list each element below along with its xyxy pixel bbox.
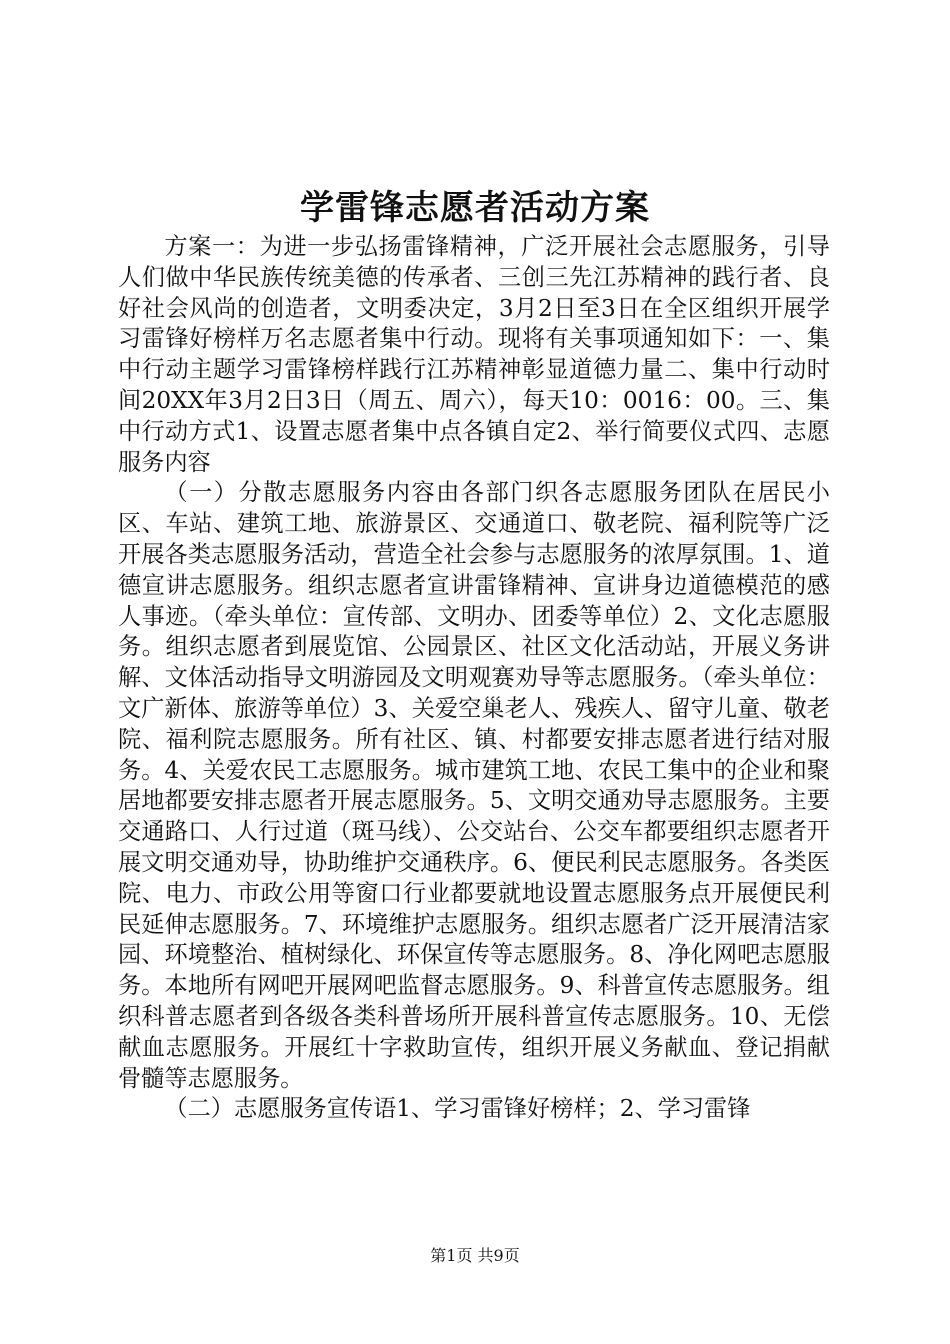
paragraph-1: 方案一：为进一步弘扬雷锋精神，广泛开展社会志愿服务，引导人们做中华民族传统美德的传承者、三创三先江苏精神的践行者、良好社会风尚的创造者，文明委决定，3月2日至3日在全区组织开展学习雷锋好榜样万名志愿者集中行动。现将有关事项通知如下：一、集中行动主题学习雷锋榜样践行江苏精神彰显道德力量二、集中行动时间20XX年3月2日3日（周五、周六），每天10：0016：00。三、集中行动方式1、设置志愿者集中点各镇自定2、举行简要仪式四、志愿服务内容 [118, 233, 830, 476]
paragraph-2: （一）分散志愿服务内容由各部门织各志愿服务团队在居民小区、车站、建筑工地、旅游景区、交通道口、敬老院、福利院等广泛开展各类志愿服务活动，营造全社会参与志愿服务的浓厚氛围。1、道德宣讲志愿服务。组织志愿者宣讲雷锋精神、宣讲身边道德模范的感人事迹。（牵头单位：宣传部、文明办、团委等单位）2、文化志愿服务。组织志愿者到展览馆、公园景区、社区文化活动站，开展义务讲解、文体活动指导文明游园及文明观赛劝导等志愿服务。（牵头单位：文广新体、旅游等单位）3、关爱空巢老人、残疾人、留守儿童、敬老院、福利院志愿服务。所有社区、镇、村都要安排志愿者进行结对服务。4、关爱农民工志愿服务。城市建筑工地、农民工集中的企业和聚居地都要安排志愿者开展志愿服务。5、文明交通劝导志愿服务。主要交通路口、人行过道（斑马线）、公交站台、公交车都要组织志愿者开展文明交通劝导，协助维护交通秩序。6、便民利民志愿服务。各类医院、电力、市政公用等窗口行业都要就地设置志愿服务点开展便民利民延伸志愿服务。7、环境维护志愿服务。组织志愿者广泛开展清洁家园、环境整治、植树绿化、环保宣传等志愿服务。8、净化网吧志愿服务。本地所有网吧开展网吧监督志愿服务。9、科普宣传志愿服务。组织科普志愿者到各级各类科普场所开展科普宣传志愿服务。10、无偿献血志愿服务。开展红十字救助宣传，组织开展义务献血、登记捐献骨髓等志愿服务。 [118, 479, 830, 1092]
page-number: 第1页 共9页 [430, 1246, 520, 1265]
paragraph-3: （二）志愿服务宣传语1、学习雷锋好榜样；2、学习雷锋 [164, 1095, 751, 1123]
document-title: 学雷锋志愿者活动方案 [300, 188, 650, 228]
page-footer [0, 1244, 950, 1268]
document-body [118, 232, 830, 1125]
